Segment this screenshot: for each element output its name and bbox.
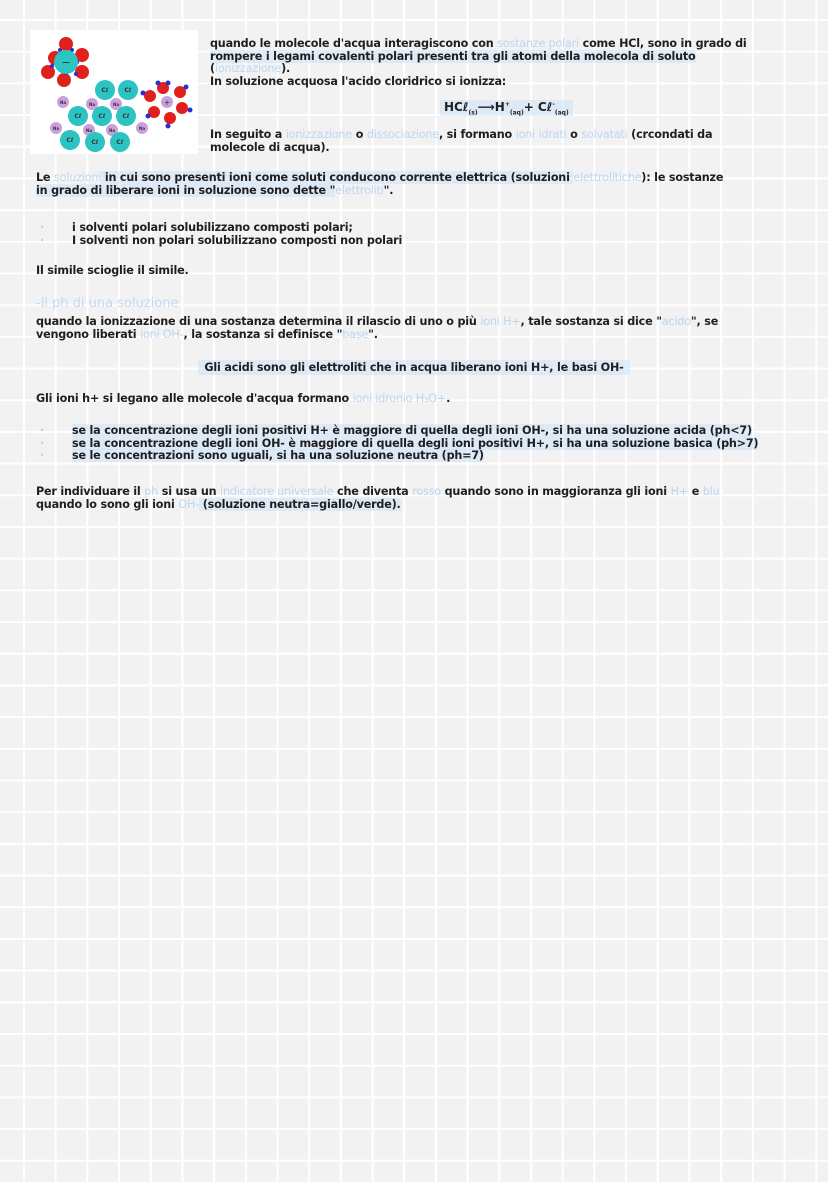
svg-text:Na: Na xyxy=(88,102,96,107)
keyword-ph: ph xyxy=(144,485,159,498)
acid-base-definition: Gli acidi sono gli elettroliti che in acqua liberano ioni H+, le basi OH- xyxy=(0,362,828,375)
keyword-base: base xyxy=(342,327,369,341)
svg-text:Cℓ: Cℓ xyxy=(91,139,99,146)
keyword-ioni-idronio: ioni idronio H₃O+ xyxy=(352,392,447,405)
keyword-ioni-oh: ioni OH- xyxy=(140,327,184,341)
svg-text:Na: Na xyxy=(59,100,67,105)
keyword-ioni-h: ioni H+ xyxy=(480,315,521,328)
svg-text:Cℓ: Cℓ xyxy=(124,87,132,94)
keyword-ioni-idrati: ioni idrati xyxy=(515,128,567,141)
keyword-elettrolitiche: elettrolitiche xyxy=(573,171,642,184)
acid-base-paragraph: quando la ionizzazione di una sostanza determina il rilascio di uno o più ioni H+, tale sostanza si dice "acido", se vengono liberati ioni OH-, la sostanza si definisce "base". xyxy=(36,315,719,341)
nacl-lattice-icon xyxy=(50,80,148,152)
list-item: · i solventi polari solubilizzano composti polari; xyxy=(26,222,526,235)
svg-text:−: − xyxy=(61,56,71,69)
svg-text:Na: Na xyxy=(52,126,60,131)
keyword-solvatati: solvatati xyxy=(581,128,628,141)
svg-text:Cℓ: Cℓ xyxy=(74,113,82,120)
svg-text:Na: Na xyxy=(108,128,116,133)
svg-text:Cℓ: Cℓ xyxy=(116,139,124,146)
keyword-oh-minus: OH- xyxy=(178,497,200,511)
hcl-ionization-equation: $HC\ell_{(s)}⟶H^+_{(aq)}+$ Cℓ-$_{(aq)}$ xyxy=(440,100,573,116)
svg-text:+: + xyxy=(163,98,171,107)
nacl-dissolution-figure xyxy=(30,30,198,154)
svg-text:Cℓ: Cℓ xyxy=(122,113,130,120)
solvents-list xyxy=(26,222,526,247)
svg-text:Na: Na xyxy=(112,102,120,107)
svg-text:Cℓ: Cℓ xyxy=(66,137,74,144)
svg-text:Cℓ: Cℓ xyxy=(101,87,109,94)
keyword-dissociazione: dissociazione xyxy=(366,128,439,141)
list-item: · I solventi non polari solubilizzano composti non polari xyxy=(26,235,526,248)
intro-paragraph xyxy=(210,38,800,88)
keyword-soluzioni: soluzioni xyxy=(54,171,102,184)
ionization-paragraph: In seguito a ionizzazione o dissociazione, si formano ioni idrati o solvatati (crcondati da molecole di acqua). xyxy=(210,128,713,154)
electrolytes-paragraph: Le soluzioni in cui sono presenti ioni come soluti conducono corrente elettrica (soluzioni elettrolitiche): le sostanze in grado di liberare ioni in soluzione sono dette "elettroliti". xyxy=(36,171,724,197)
keyword-sostanze-polari: sostanze polari xyxy=(497,37,579,50)
ph-conditions-list xyxy=(26,425,806,463)
list-item: · se la concentrazione degli ioni OH- è maggiore di quella degli ioni positivi H+, si ha una soluzione basica (ph>7) xyxy=(26,438,806,451)
hydrated-anion-icon xyxy=(41,37,89,87)
hydronium-statement: Gli ioni h+ si legano alle molecole d'acqua formano ioni idronio H₃O+. xyxy=(36,392,451,405)
svg-text:Na: Na xyxy=(138,126,146,131)
section-heading-ph: -il ph di una soluzione xyxy=(36,296,179,311)
intro-line-2: rompere i legami covalenti polari presenti tra gli atomi della molecola di soluto xyxy=(210,49,696,63)
list-item: · se la concentrazione degli ioni positivi H+ è maggiore di quella degli ioni OH-, si ha una soluzione acida (ph<7) xyxy=(26,425,806,438)
keyword-indicatore-universale: indicatore universale xyxy=(220,485,334,498)
keyword-blu: blu xyxy=(702,485,720,498)
keyword-ionizzazione: ionizzazione xyxy=(285,128,353,141)
keyword-ionizzazione: ionizzazione xyxy=(214,62,282,75)
intro-line-4: In soluzione acquosa l'acido cloridrico si ionizza: xyxy=(210,74,507,88)
svg-text:Na: Na xyxy=(85,128,93,133)
keyword-elettroliti: elettroliti xyxy=(335,183,384,197)
ion-hydration-illustration xyxy=(30,30,198,154)
keyword-h-plus: H+ xyxy=(670,485,688,498)
svg-text:Cℓ: Cℓ xyxy=(98,113,106,120)
keyword-rosso: rosso xyxy=(412,485,441,498)
list-item: · se le concentrazioni sono uguali, si ha una soluzione neutra (ph=7) xyxy=(26,450,806,463)
simile-statement: Il simile scioglie il simile. xyxy=(36,264,189,277)
intro-line-3: (ionizzazione). xyxy=(210,62,291,75)
indicator-paragraph: Per individuare il ph si usa un indicatore universale che diventa rosso quando sono in maggioranza gli ioni H+ e blu quando lo sono gli ioni OH- (soluzione neutra=giallo/verde). xyxy=(36,485,720,511)
intro-line-1: quando le molecole d'acqua interagiscono con sostanze polari come HCl, sono in grado di xyxy=(210,37,747,50)
keyword-acido: acido xyxy=(661,315,691,328)
